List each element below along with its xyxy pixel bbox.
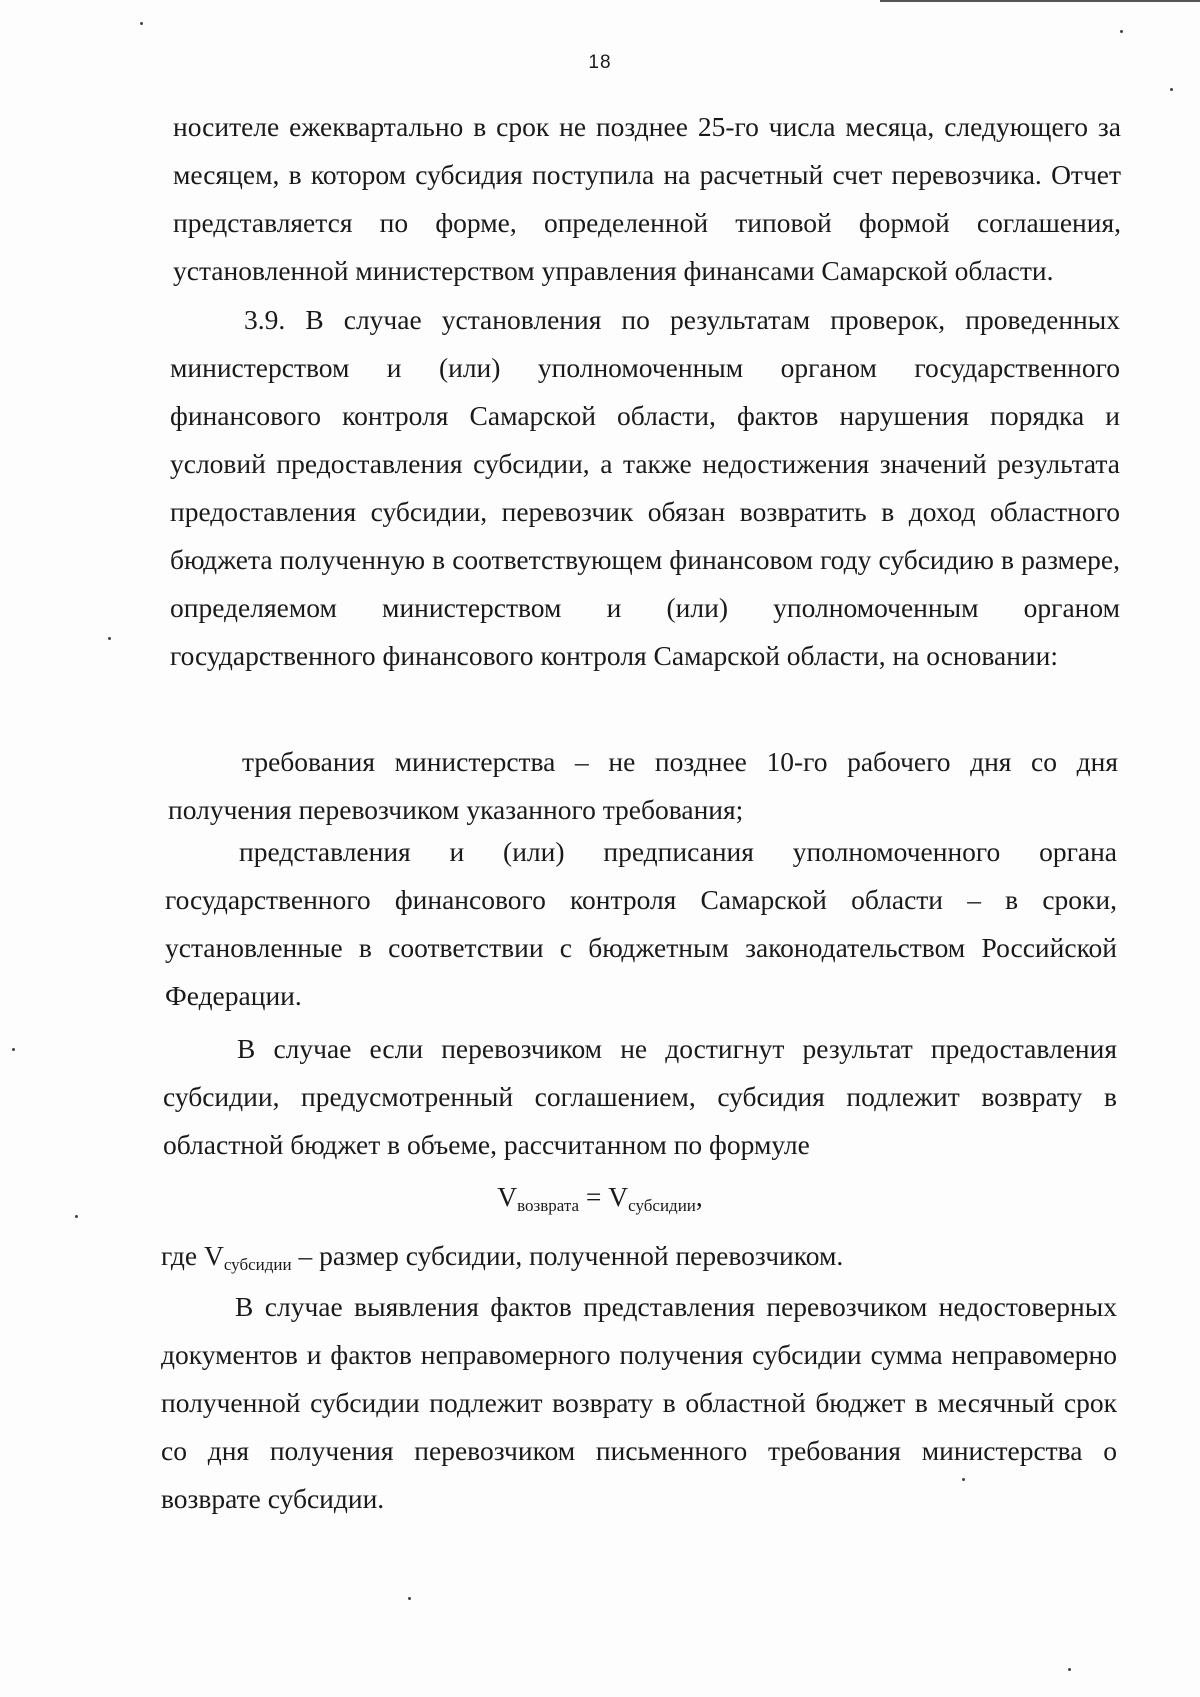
formula-rhs-symbol: V: [608, 1181, 629, 1212]
scan-speck: [1120, 30, 1123, 33]
scan-speck: [408, 1597, 411, 1600]
top-border-line: [880, 0, 1200, 2]
scan-speck: [962, 1478, 965, 1481]
paragraph-result-not-achieved: В случае если перевозчиком не достигнут результат предоставления субсидии, предусмотренный соглашением, субсидия подлежит возврату в областной бюджет в объеме, рассчитанном по формуле: [163, 1033, 1117, 1160]
scan-speck: [1170, 88, 1173, 91]
page-number: 18: [588, 52, 612, 73]
explanation-prefix: где: [161, 1240, 204, 1271]
paragraph-control-body-order: представления и (или) предписания уполномоченного органа государственного финансового контроля Самарской области – в сроки, установленные в соответствии с бюджетным законодательством Российской Федерации.: [165, 836, 1117, 1011]
scan-speck: [75, 1215, 78, 1218]
formula-lhs-symbol: V: [497, 1181, 518, 1212]
scan-speck: [12, 1048, 15, 1051]
formula-explanation: [161, 1232, 1117, 1289]
explanation-suffix: – размер субсидии, полученной перевозчиком.: [291, 1240, 844, 1271]
paragraph-ministry-requirement: требования министерства – не позднее 10-го рабочего дня со дня получения перевозчиком указанного требования;: [168, 746, 1118, 825]
scan-speck: [140, 22, 143, 25]
paragraph-false-documents: В случае выявления фактов представления перевозчиком недостоверных документов и фактов неправомерного получения субсидии сумма неправомерно полученной субсидии подлежит возврату в областной бюджет в месячный срок со дня получения перевозчиком письменного требования министерства о возврате субсидии.: [161, 1291, 1117, 1514]
explanation-subscript: субсидии: [223, 1255, 292, 1274]
formula-equals: =: [579, 1181, 609, 1212]
formula-rhs-subscript: субсидии: [628, 1196, 696, 1215]
scan-speck: [1068, 1668, 1071, 1671]
return-volume-formula: [0, 1177, 1200, 1226]
paragraph-report-deadline: носителе ежеквартально в срок не позднее 25-го числа месяца, следующего за месяцем, в котором субсидия поступила на расчетный счет перевозчика. Отчет представляется по форме, определенной типовой формой соглашения, установленной министерством управления финансами Самарской области.: [173, 111, 1121, 286]
scan-speck: [108, 637, 111, 640]
paragraph-3-9-return-subsidy: 3.9. В случае установления по результатам проверок, проведенных министерством и (или) уполномоченным органом государственного финансового контроля Самарской области, фактов нарушения порядка и условий предоставления субсидии, а также недостижения значений результата предоставления субсидии, перевозчик обязан возвратить в доход областного бюджета полученную в соответствующем финансовом году субсидию в размере, определяемом министерством и (или) уполномоченным органом государственного финансового контроля Самарской области, на основании:: [170, 304, 1120, 671]
formula-trailing: ,: [695, 1181, 703, 1212]
formula-lhs-subscript: возврата: [517, 1196, 580, 1215]
explanation-symbol: V: [203, 1240, 224, 1271]
